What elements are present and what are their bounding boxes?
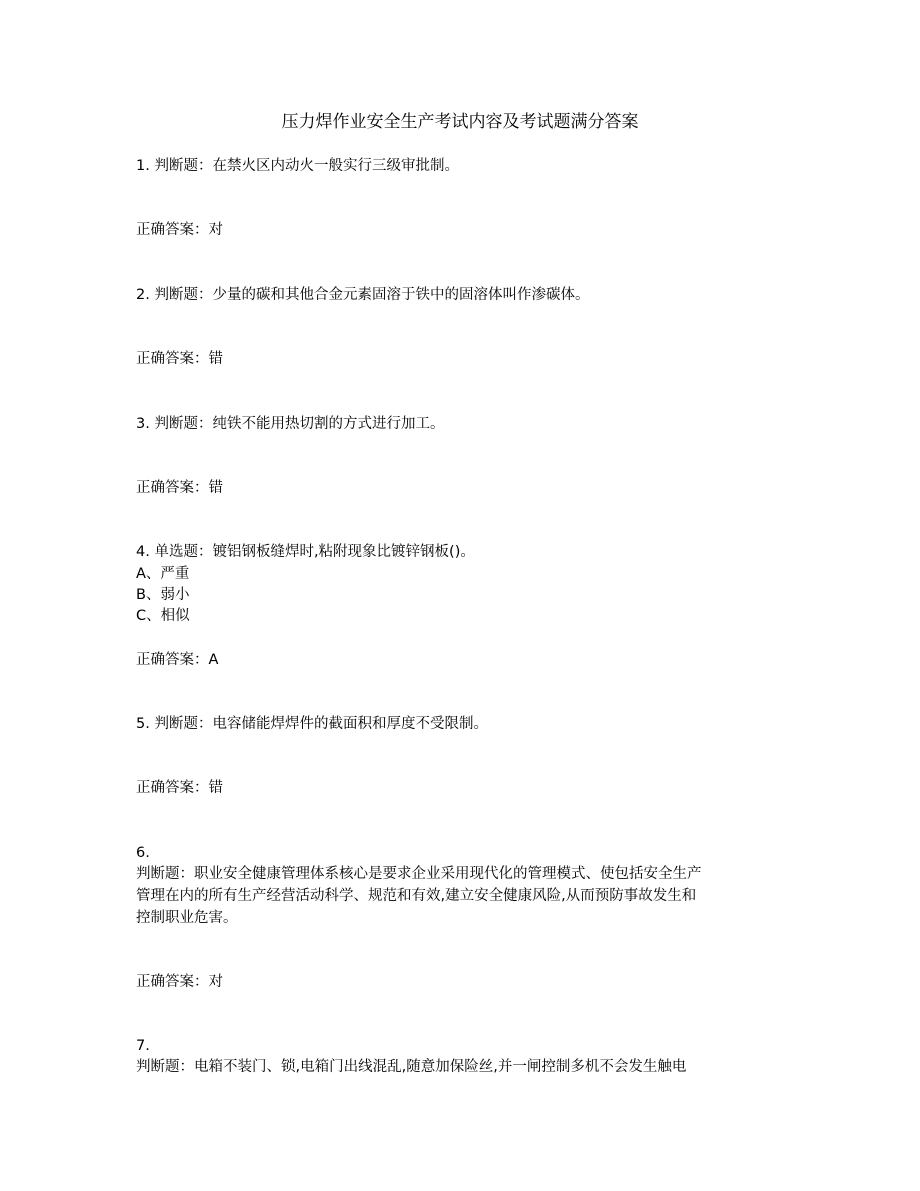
question-5-stem: 5. 判断题：电容储能焊焊件的截面积和厚度不受限制。 xyxy=(136,716,488,732)
question-4-option-c: C、相似 xyxy=(136,608,190,624)
question-6-stem-line-1: 判断题：职业安全健康管理体系核心是要求企业采用现代化的管理模式、使包括安全生产 xyxy=(136,866,702,882)
question-7-number: 7. xyxy=(136,1038,150,1054)
question-4-option-b: B、弱小 xyxy=(136,587,190,603)
question-4-option-a: A、严重 xyxy=(136,566,190,582)
question-6-answer: 正确答案：对 xyxy=(136,974,223,990)
question-4-stem: 4. 单选题：镀铝钢板缝焊时,粘附现象比镀锌钢板()。 xyxy=(136,544,475,560)
question-2-answer: 正确答案：错 xyxy=(136,351,223,367)
question-4-answer: 正确答案：A xyxy=(136,652,219,668)
question-7-stem-line-1: 判断题：电箱不装门、锁,电箱门出线混乱,随意加保险丝,并一闸控制多机不会发生触电 xyxy=(136,1059,687,1075)
document-title: 压力焊作业安全生产考试内容及考试题满分答案 xyxy=(281,112,639,132)
question-6-stem-line-3: 控制职业危害。 xyxy=(136,910,238,926)
question-1-stem: 1. 判断题：在禁火区内动火一般实行三级审批制。 xyxy=(136,158,459,174)
question-3-answer: 正确答案：错 xyxy=(136,480,223,496)
question-6-stem-line-2: 管理在内的所有生产经营活动科学、规范和有效,建立安全健康风险,从而预防事故发生和 xyxy=(136,888,697,904)
question-6-number: 6. xyxy=(136,845,150,861)
question-3-stem: 3. 判断题：纯铁不能用热切割的方式进行加工。 xyxy=(136,416,445,432)
question-1-answer: 正确答案：对 xyxy=(136,222,223,238)
question-5-answer: 正确答案：错 xyxy=(136,780,223,796)
question-2-stem: 2. 判断题：少量的碳和其他合金元素固溶于铁中的固溶体叫作渗碳体。 xyxy=(136,287,590,303)
